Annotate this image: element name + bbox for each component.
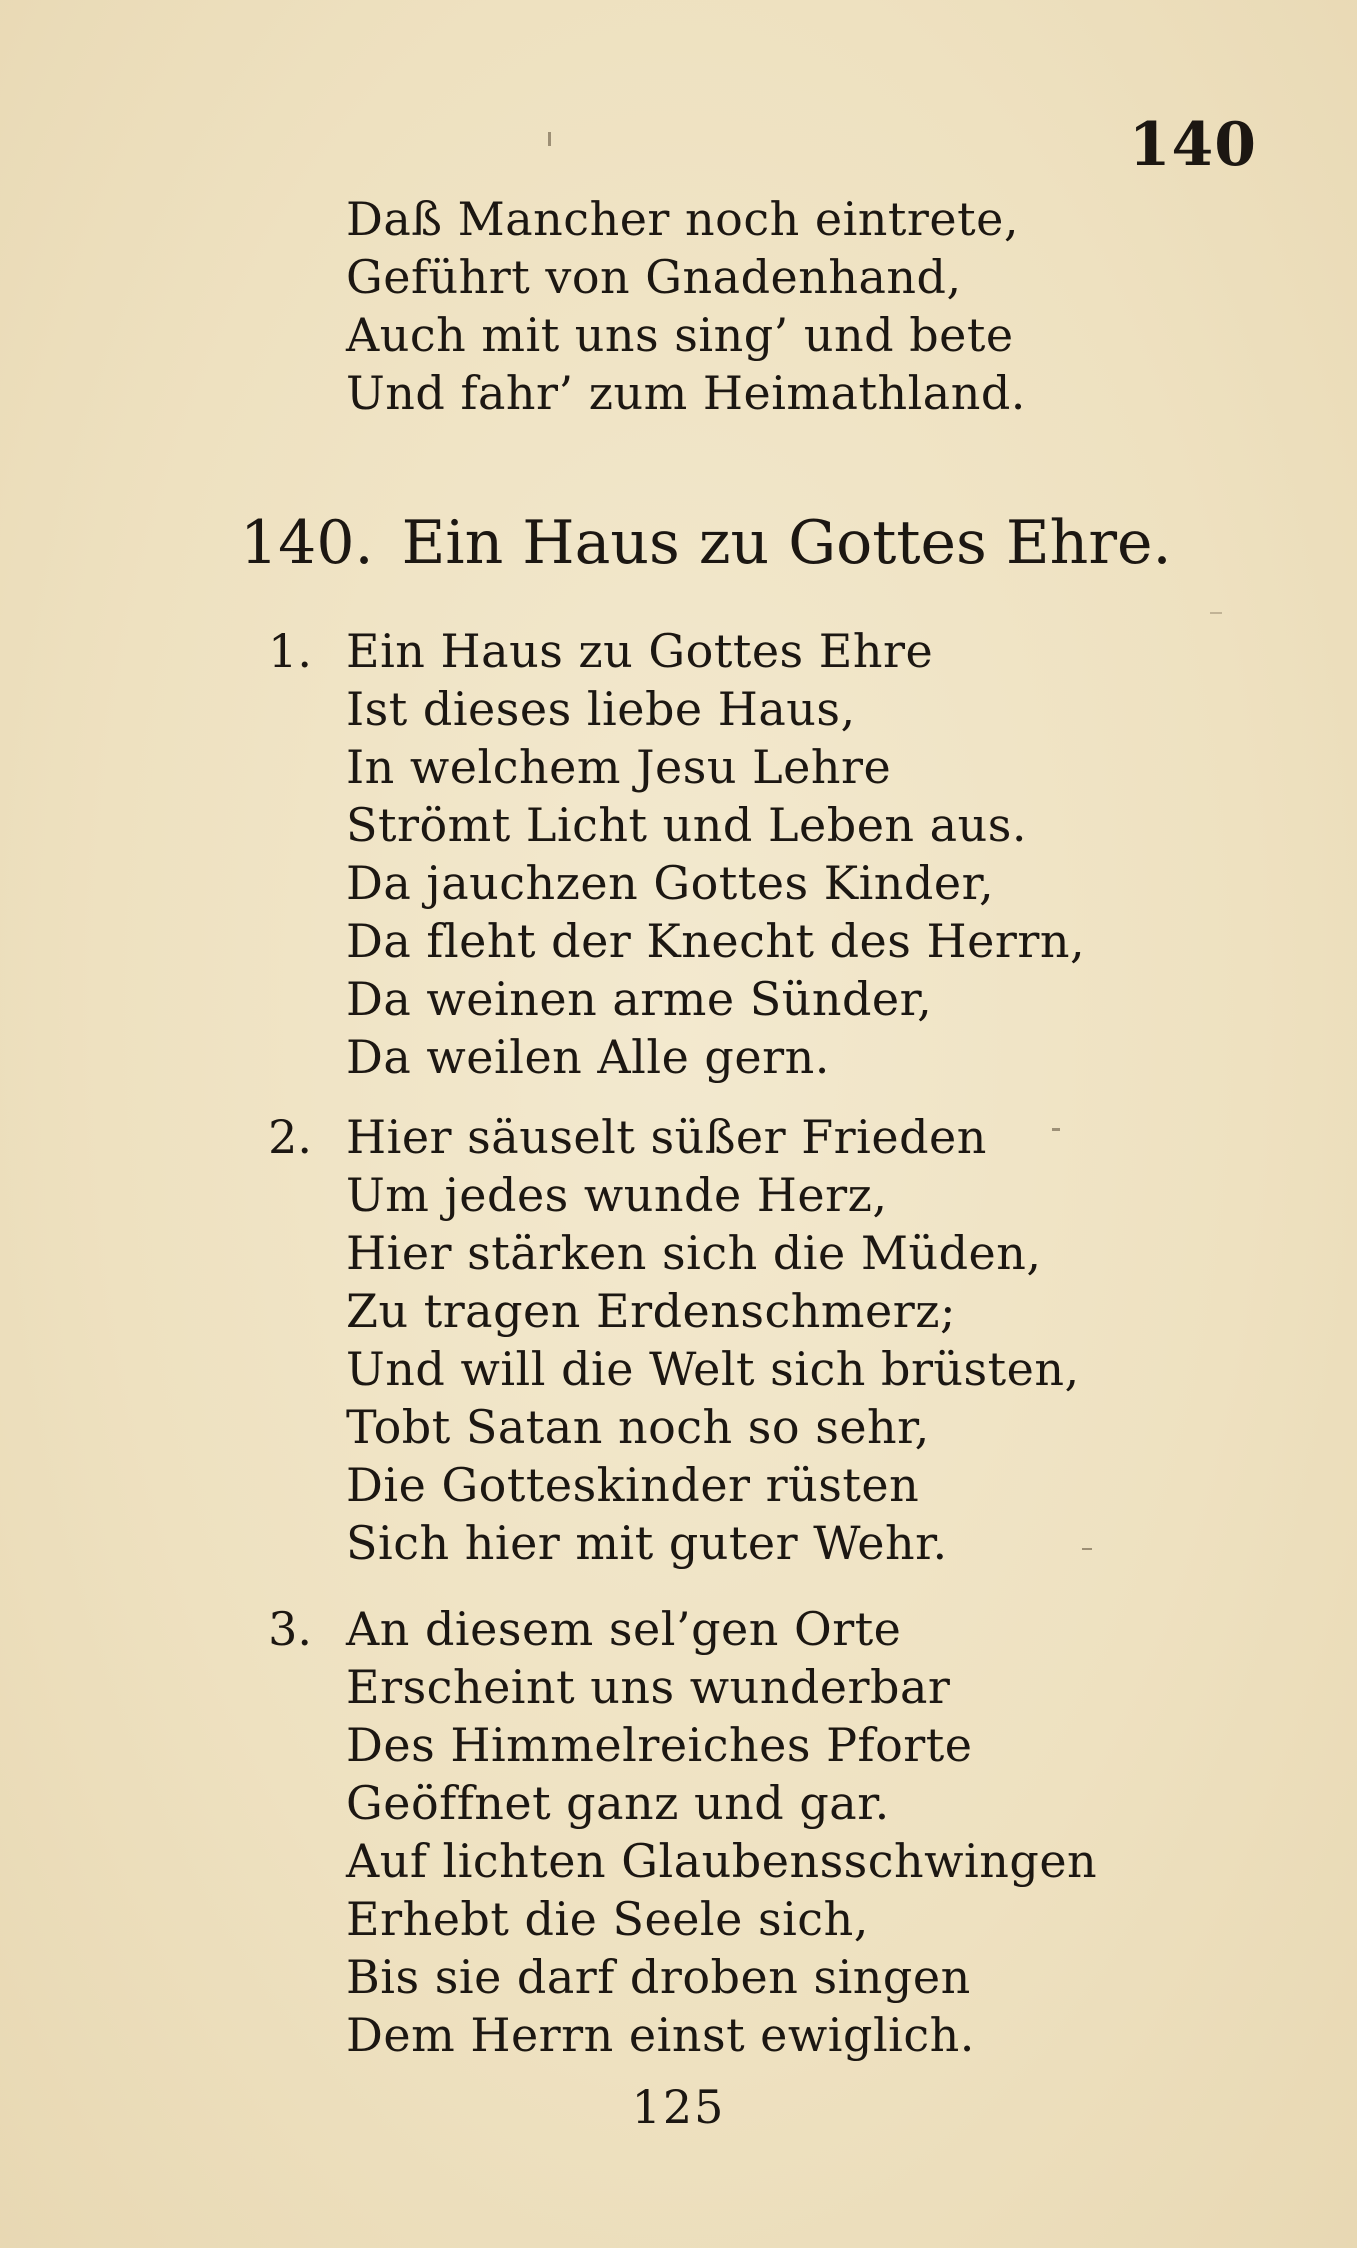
verse-1-line-6: Da fleht der Knecht des Herrn, xyxy=(346,914,1086,968)
verse-2-line-3: Hier stärken sich die Müden, xyxy=(346,1226,1042,1280)
verse-2-line-7: Die Gotteskinder rüsten xyxy=(346,1458,920,1512)
verse-2-line-5: Und will die Welt sich brüsten, xyxy=(346,1342,1080,1396)
verse-3-line-5: Auf lichten Glaubensschwingen xyxy=(346,1834,1098,1888)
verse-1-line-1: Ein Haus zu Gottes Ehre xyxy=(346,624,934,678)
verse-3-line-2: Erscheint uns wunderbar xyxy=(346,1660,951,1714)
carryover-line-3: Auch mit uns sing’ und bete xyxy=(346,308,1014,362)
carryover-line-4: Und fahr’ zum Heimathland. xyxy=(346,366,1026,420)
verse-3-number: 3. xyxy=(268,1602,312,1656)
verse-1-line-3: In welchem Jesu Lehre xyxy=(346,740,892,794)
verse-1-number: 1. xyxy=(268,624,312,678)
print-speck xyxy=(1052,1128,1060,1131)
verse-3-line-7: Bis sie darf droben singen xyxy=(346,1950,971,2004)
verse-3-line-8: Dem Herrn einst ewiglich. xyxy=(346,2008,975,2062)
hymn-number: 140. xyxy=(240,508,374,578)
print-speck xyxy=(548,132,551,146)
verse-2-line-4: Zu tragen Erdenschmerz; xyxy=(346,1284,956,1338)
page-number-top: 140 xyxy=(1128,110,1257,180)
verse-2-number: 2. xyxy=(268,1110,312,1164)
carryover-line-1: Daß Mancher noch eintrete, xyxy=(346,192,1019,246)
hymn-title xyxy=(240,508,1172,578)
verse-3-line-1: An diesem sel’gen Orte xyxy=(346,1602,902,1656)
verse-1-line-5: Da jauchzen Gottes Kinder, xyxy=(346,856,995,910)
verse-1-line-2: Ist dieses liebe Haus, xyxy=(346,682,856,736)
verse-1-line-7: Da weinen arme Sünder, xyxy=(346,972,933,1026)
print-speck xyxy=(1082,1548,1092,1550)
verse-3-line-4: Geöffnet ganz und gar. xyxy=(346,1776,890,1830)
verse-1-line-4: Strömt Licht und Leben aus. xyxy=(346,798,1027,852)
hymn-title-text: Ein Haus zu Gottes Ehre. xyxy=(401,508,1172,578)
verse-3-line-3: Des Himmelreiches Pforte xyxy=(346,1718,973,1772)
verse-2-line-6: Tobt Satan noch so sehr, xyxy=(346,1400,930,1454)
page-number-bottom: 125 xyxy=(631,2080,726,2134)
verse-2-line-2: Um jedes wunde Herz, xyxy=(346,1168,888,1222)
verse-1-line-8: Da weilen Alle gern. xyxy=(346,1030,830,1084)
verse-2-line-1: Hier säuselt süßer Frieden xyxy=(346,1110,987,1164)
verse-3-line-6: Erhebt die Seele sich, xyxy=(346,1892,869,1946)
verse-2-line-8: Sich hier mit guter Wehr. xyxy=(346,1516,948,1570)
print-speck xyxy=(1210,612,1222,614)
carryover-line-2: Geführt von Gnadenhand, xyxy=(346,250,962,304)
